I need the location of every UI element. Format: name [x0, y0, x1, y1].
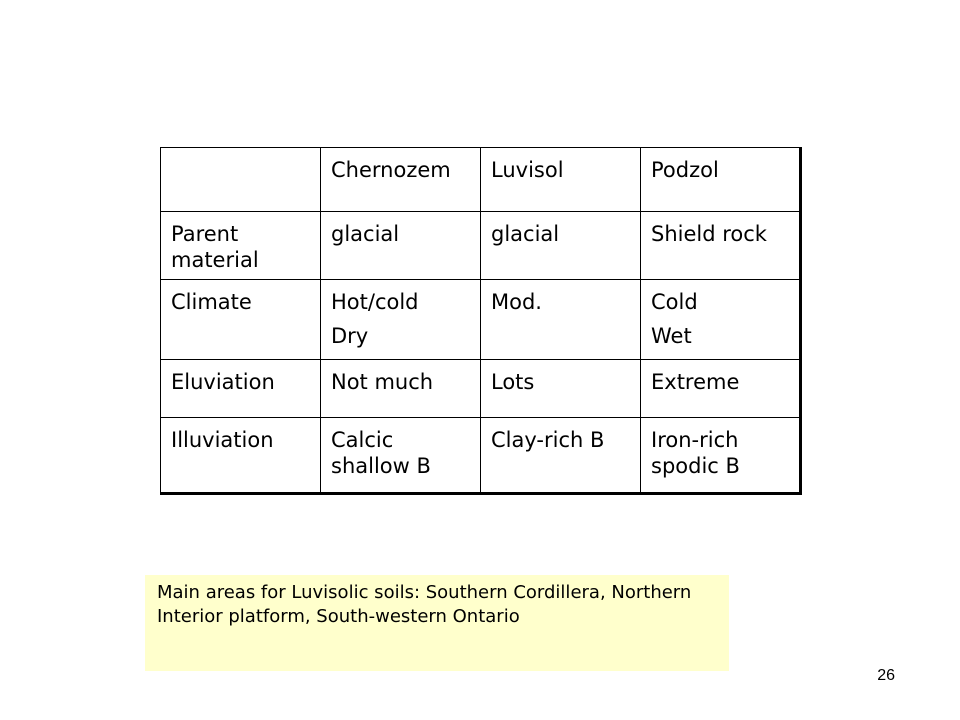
table-cell: glacial [481, 212, 641, 280]
header-luvisol: Luvisol [481, 148, 641, 212]
table-cell: Extreme [641, 360, 801, 418]
cell-line: Wet [651, 324, 692, 348]
row-label: Illuviation [161, 418, 321, 494]
table-cell: Iron-rich spodic B [641, 418, 801, 494]
header-chernozem: Chernozem [321, 148, 481, 212]
row-label: Eluviation [161, 360, 321, 418]
table-cell: Not much [321, 360, 481, 418]
luvisolic-areas-note: Main areas for Luvisolic soils: Southern Cordillera, Northern Interior platform, South-western Ontario [145, 575, 729, 671]
page-number: 26 [877, 667, 895, 684]
table-cell [321, 280, 481, 360]
table-cell: Calcic shallow B [321, 418, 481, 494]
table-cell: Shield rock [641, 212, 801, 280]
table-cell [481, 280, 641, 360]
soil-comparison-table [160, 147, 802, 495]
table-header-row [161, 148, 801, 212]
table-cell: glacial [321, 212, 481, 280]
row-label: Climate [161, 280, 321, 360]
row-label: Parent material [161, 212, 321, 280]
table-row-climate [161, 280, 801, 360]
table-cell: Lots [481, 360, 641, 418]
table-row-eluviation [161, 360, 801, 418]
table-cell: Clay-rich B [481, 418, 641, 494]
cell-line: Hot/cold [331, 290, 419, 314]
cell-line: Cold [651, 290, 698, 314]
cell-line: Dry [331, 324, 369, 348]
header-podzol: Podzol [641, 148, 801, 212]
header-empty-cell [161, 148, 321, 212]
table-row-parent-material [161, 212, 801, 280]
table-row-illuviation [161, 418, 801, 494]
table-cell [641, 280, 801, 360]
cell-line: Mod. [491, 290, 542, 314]
